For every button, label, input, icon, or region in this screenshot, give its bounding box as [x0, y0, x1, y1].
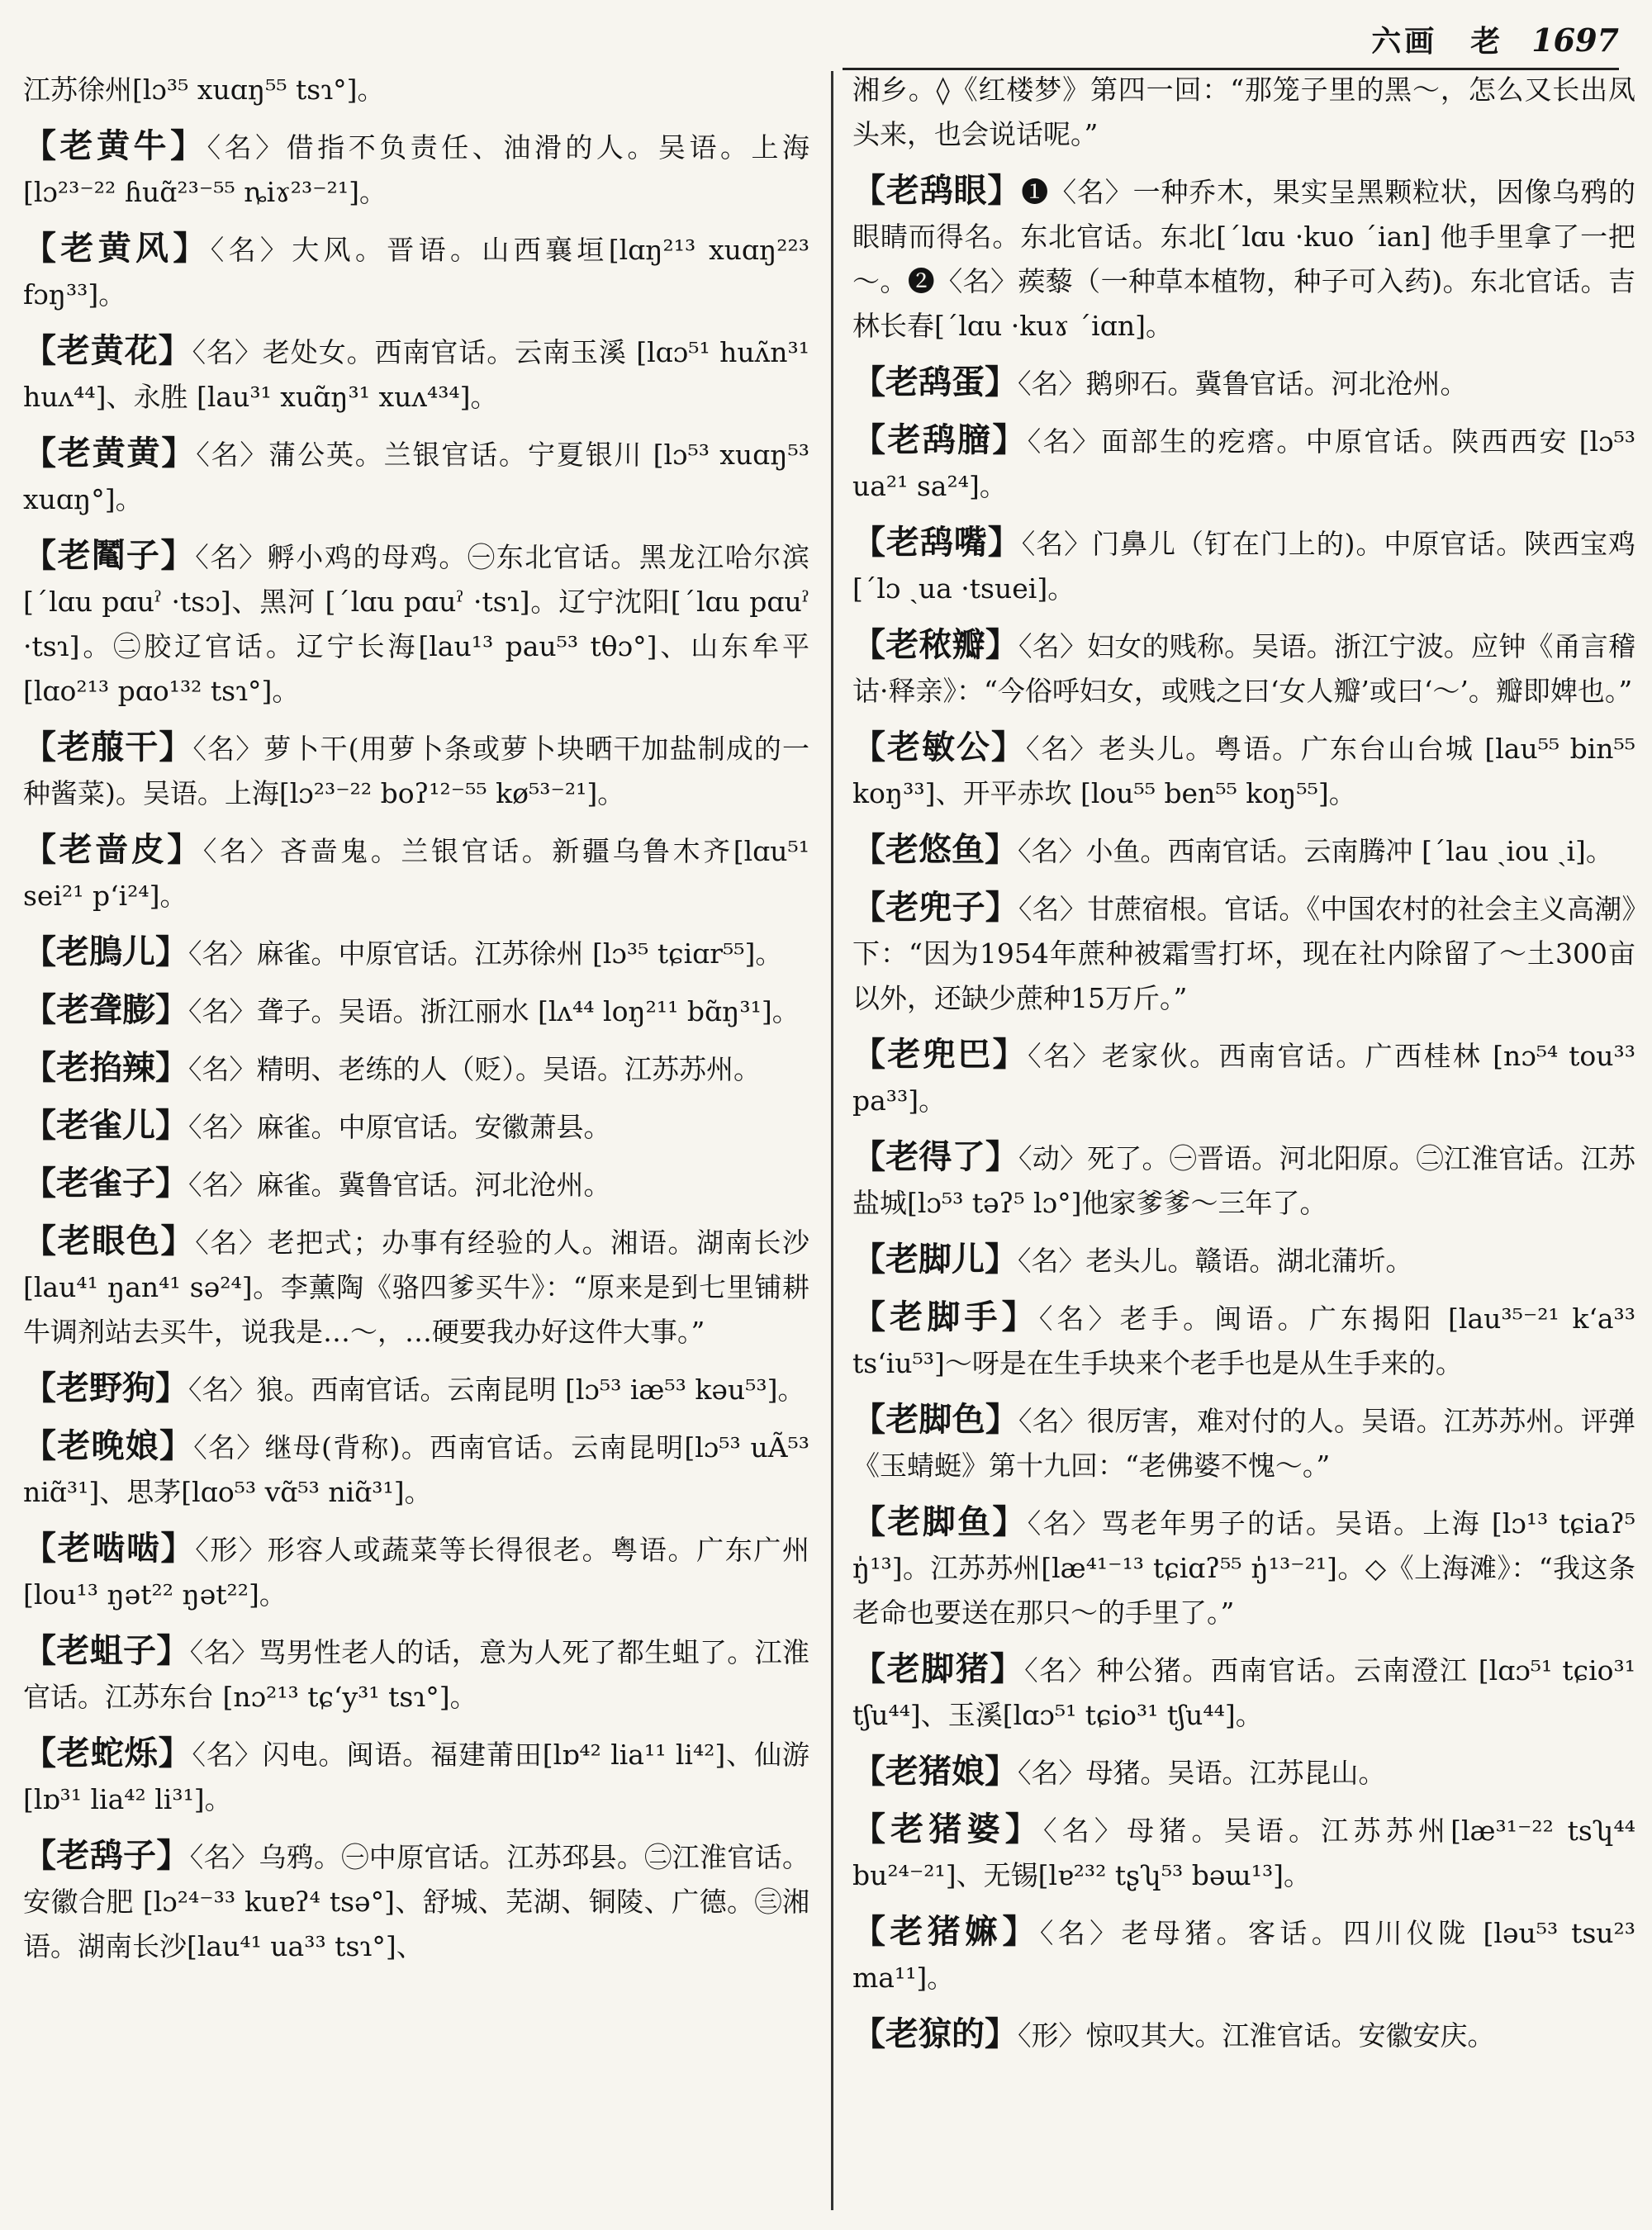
- entry-headword: 【老脚手】: [852, 1298, 1039, 1336]
- entry-definition: 〈名〉母猪。吴语。江苏苏州[læ³¹⁻²² tsʮ⁴⁴ bu²⁴⁻²¹]、无锡[lɐ²³² tʂʮ⁵³ bəɯ¹³]。: [852, 1815, 1635, 1891]
- dictionary-entry: [852, 1237, 1635, 1283]
- entry-definition: 〈名〉闪电。闽语。福建莆田[lɒ⁴² lia¹¹ li⁴²]、仙游[lɒ³¹ lia⁴² li³¹]。: [23, 1739, 809, 1815]
- entry-definition: 〈名〉母猪。吴语。江苏昆山。: [1018, 1757, 1386, 1789]
- entry-definition: 〈名〉骂老年男子的话。吴语。上海 [lɔ¹³ tɕiaʔ⁵ ŋ̍¹³]。江苏苏州[læ⁴¹⁻¹³ tɕiɑʔ⁵⁵ ŋ̍¹³⁻²¹]。◇《上海滩》：“我这条老命也要送在那只～的手里了。”: [852, 1507, 1635, 1629]
- entry-headword: 【老雀儿】: [23, 1107, 188, 1145]
- dictionary-entry: [23, 1366, 809, 1412]
- dictionary-entry: [23, 828, 809, 918]
- dictionary-entry: [23, 329, 809, 420]
- entry-headword: 【老鸹嘴】: [852, 524, 1022, 562]
- entry-definition: 〈名〉麻雀。中原官话。安徽萧县。: [188, 1111, 611, 1143]
- dictionary-entry: [23, 1731, 809, 1822]
- dictionary-entry: [23, 226, 809, 317]
- dictionary-entry: [852, 360, 1635, 406]
- entry-headword: 【老蛇烁】: [23, 1734, 192, 1772]
- entry-definition: 〈名〉大风。晋语。山西襄垣[lɑŋ²¹³ xuɑŋ²²³ fɔŋ³³]。: [23, 234, 809, 311]
- entry-definition: 〈名〉老手。闽语。广东揭阳 [lau³⁵⁻²¹ kʻa³³ tsʻiu⁵³]～呀是在生手块来个老手也是从生手来的。: [852, 1302, 1636, 1379]
- entry-definition: 〈名〉聋子。吴语。浙江丽水 [lʌ⁴⁴ loŋ²¹¹ bɑ̃ŋ³¹]。: [188, 995, 800, 1027]
- dictionary-entry: [852, 1647, 1635, 1738]
- entry-definition: 〈名〉孵小鸡的母鸡。㊀东北官话。黑龙江哈尔滨[ˊlɑu pɑuˀ ·tsɔ]、黑河 [ˊlɑu pɑuˀ ·tsɿ]。辽宁沈阳[ˊlɑu pɑuˀ ·tsɿ]。㊁胶辽官话。辽宁长海[lau¹³ pau⁵³ tθɔ°]、山东牟平[lɑo²¹³ pɑo¹³² tsɿ°]。: [23, 541, 810, 707]
- dictionary-entry: [852, 1032, 1635, 1123]
- entry-headword: 【老猪娘】: [852, 1753, 1018, 1791]
- entry-definition: 〈形〉形容人或蔬菜等长得很老。粤语。广东广州[lou¹³ ŋət²² ŋət²²]。: [23, 1534, 810, 1611]
- entry-headword: 【老啮啮】: [23, 1530, 196, 1568]
- dictionary-entry: [852, 1397, 1635, 1488]
- page-header: [843, 18, 1619, 70]
- entry-headword: 【老啬皮】: [23, 831, 203, 869]
- dictionary-entry: [23, 1424, 809, 1515]
- entry-definition: 〈名〉萝卜干(用萝卜条或萝卜块晒干加盐制成的一种酱菜)。吴语。上海[lɔ²³⁻²² boʔ¹²⁻⁵⁵ kø⁵³⁻²¹]。: [23, 733, 810, 809]
- entry-headword: 【老猪嫲】: [852, 1913, 1040, 1951]
- entry-definition: 〈名〉老家伙。西南官话。广西桂林 [nɔ⁵⁴ tou³³ pa³³]。: [852, 1040, 1636, 1117]
- entry-definition: 〈名〉吝啬鬼。兰银官话。新疆乌鲁木齐[lɑu⁵¹ sei²¹ pʻi²⁴]。: [23, 835, 810, 912]
- entry-definition: 〈名〉老把式；办事有经验的人。湘语。湖南长沙[lau⁴¹ ŋan⁴¹ sə²⁴]。李薰陶《骆四爹买牛》：“原来是到七里铺耕牛调剂站去买牛，说我是…～，…硬要我办好这件大事。”: [23, 1226, 810, 1348]
- entry-headword: 【老𩿊儿】: [23, 933, 188, 971]
- dictionary-entry: [852, 418, 1635, 509]
- dictionary-entry: [23, 1103, 809, 1150]
- continued-entry: [852, 68, 1635, 157]
- dictionary-entry: [852, 1295, 1635, 1386]
- entry-definition: 〈名〉小鱼。西南官话。云南腾冲 [ˊlau ˏiou ˏi]。: [1018, 835, 1613, 867]
- dictionary-entry: [852, 520, 1635, 611]
- entry-headword: 【老掐辣】: [23, 1049, 188, 1087]
- dictionary-entry: [852, 1135, 1635, 1226]
- dictionary-entry: [23, 431, 809, 522]
- entry-definition: 〈名〉骂男性老人的话，意为人死了都生蛆了。江淮官话。江苏东台 [nɔ²¹³ tɕʻy³¹ tsɿ°]。: [23, 1636, 810, 1713]
- entry-headword: 【老菔干】: [23, 728, 193, 766]
- dictionary-entry: [852, 828, 1635, 874]
- entry-definition: 〈名〉面部生的疙瘩。中原官话。陕西西安 [lɔ⁵³ ua²¹ sa²⁴]。: [852, 425, 1636, 502]
- entry-headword: 【老猄的】: [852, 2015, 1018, 2053]
- entry-definition: 〈名〉鹅卵石。冀鲁官话。河北沧州。: [1018, 368, 1468, 400]
- entry-headword: 【老兜子】: [852, 889, 1018, 927]
- dictionary-entry: [852, 1500, 1635, 1635]
- entry-definition: 〈名〉麻雀。中原官话。江苏徐州 [lɔ³⁵ tɕiɑr⁵⁵]。: [188, 937, 783, 970]
- entry-headword: 【老脚色】: [852, 1401, 1019, 1439]
- dictionary-entry: [23, 534, 809, 714]
- right-column: [852, 68, 1635, 2070]
- entry-definition: 〈名〉狼。西南官话。云南昆明 [lɔ⁵³ iæ⁵³ kəu⁵³]。: [188, 1374, 805, 1406]
- entry-definition: 〈名〉老母猪。客话。四川仪陇 [ləu⁵³ tsu²³ ma¹¹]。: [852, 1917, 1635, 1994]
- entry-headword: 【老得了】: [852, 1138, 1019, 1176]
- entry-definition: 〈名〉老头儿。赣语。湖北蒲圻。: [1018, 1245, 1413, 1277]
- dictionary-entry: [23, 725, 809, 816]
- entry-definition: 〈动〉死了。㊀晋语。河北阳原。㊁江淮官话。江苏盐城[lɔ⁵³ təʔ⁵ lɔ°]他家爹爹～三年了。: [852, 1142, 1636, 1219]
- entry-headword: 【老兜巴】: [852, 1036, 1028, 1074]
- entry-headword: 【老䰗子】: [23, 537, 196, 575]
- entry-headword: 【老聋膨】: [23, 991, 188, 1029]
- entry-headword: 【老雀子】: [23, 1165, 188, 1203]
- entry-definition: 〈名〉乌鸦。㊀中原官话。江苏邳县。㊁江淮官话。安徽合肥 [lɔ²⁴⁻³³ kuɐʔ⁴ tsə°]、舒城、芜湖、铜陵、广德。㊂湘语。湖南长沙[lau⁴¹ ua³³ tsɿ°]、: [23, 1841, 810, 1962]
- entry-headword: 【老秾瓣】: [852, 626, 1019, 664]
- entry-headword: 【老脚儿】: [852, 1241, 1018, 1279]
- entry-headword: 【老野狗】: [23, 1369, 188, 1407]
- entry-headword: 【老黄牛】: [23, 127, 207, 165]
- entry-headword: 【老敏公】: [852, 728, 1026, 766]
- dictionary-entry: [23, 1161, 809, 1208]
- entry-definition: 〈名〉借指不负责任、油滑的人。吴语。上海 [lɔ²³⁻²² ɦuɑ̃²³⁻⁵⁵ ȵiɤ²³⁻²¹]。: [23, 131, 810, 208]
- dictionary-entry: [23, 1526, 809, 1617]
- entry-definition: 湘乡。◊《红楼梦》第四一回：“那笼子里的黑～，怎么又长出凤头来，也会说话呢。”: [852, 74, 1635, 150]
- entry-headword: 【老鸹膪】: [852, 421, 1028, 459]
- entry-definition: 〈名〉很厉害，难对付的人。吴语。江苏苏州。评弹《玉蜻蜓》第十九回：“老佛婆不愧～。”: [852, 1405, 1636, 1482]
- entry-headword: 【老眼色】: [23, 1222, 196, 1260]
- entry-headword: 【老脚鱼】: [852, 1503, 1028, 1541]
- column-divider: [831, 71, 833, 2210]
- entry-definition: 〈名〉甘蔗宿根。官话。《中国农村的社会主义高潮》下：“因为1954年蔗种被霜雪打坏，现在社内除留了～土300亩以外，还缺少蔗种15万斤。”: [852, 893, 1636, 1014]
- entry-headword: 【老鸹蛋】: [852, 363, 1018, 401]
- dictionary-entry: [852, 1910, 1635, 2000]
- dictionary-entry: [23, 1046, 809, 1092]
- entry-definition: 〈名〉继母(背称)。西南官话。云南昆明[lɔ⁵³ uÃ⁵³ niɑ̃³¹]、思茅[lɑo⁵³ vɑ̃⁵³ niɑ̃³¹]。: [23, 1431, 810, 1508]
- entry-definition: 〈名〉种公猪。西南官话。云南澄江 [lɑɔ⁵¹ tɕio³¹ tʃu⁴⁴]、玉溪[lɑɔ⁵¹ tɕio³¹ tʃu⁴⁴]。: [852, 1654, 1635, 1731]
- entry-definition: 〈名〉妇女的贱称。吴语。浙江宁波。应钟《甬言稽诂·释亲》：“今俗呼妇女，或贱之曰‘女人瓣’或曰‘～’。瓣即婢也。”: [852, 630, 1636, 707]
- entry-headword: 【老黄黄】: [23, 434, 197, 472]
- dictionary-entry: [852, 725, 1635, 816]
- entry-headword: 【老悠鱼】: [852, 831, 1018, 869]
- section-heading: 六画 老: [1371, 24, 1504, 59]
- entry-definition: 〈名〉门鼻儿（钉在门上的)。中原官话。陕西宝鸡[ˊlɔ ˏua ·tsuei]。: [852, 528, 1636, 605]
- dictionary-entry: [852, 623, 1635, 714]
- entry-headword: 【老黄花】: [23, 332, 192, 370]
- entry-headword: 【老晚娘】: [23, 1427, 194, 1465]
- entry-headword: 【老脚猪】: [852, 1650, 1025, 1688]
- entry-headword: 【老猪婆】: [852, 1810, 1043, 1848]
- entry-definition: 〈形〉惊叹其大。江淮官话。安徽安庆。: [1018, 2019, 1495, 2052]
- entry-definition: 〈名〉麻雀。冀鲁官话。河北沧州。: [188, 1169, 611, 1201]
- dictionary-entry: [852, 885, 1635, 1021]
- dictionary-entry: [23, 1834, 809, 1969]
- entry-definition: 〈名〉精明、老练的人（贬）。吴语。江苏苏州。: [188, 1053, 761, 1085]
- entry-headword: 【老蛆子】: [23, 1632, 190, 1670]
- dictionary-entry: [23, 930, 809, 976]
- left-column: [23, 68, 809, 1981]
- dictionary-entry: [23, 1219, 809, 1355]
- dictionary-entry: [23, 124, 809, 215]
- page-number: 1697: [1531, 21, 1619, 59]
- dictionary-entry: [852, 1807, 1635, 1898]
- dictionary-entry: [852, 2012, 1635, 2058]
- entry-headword: 【老鸹子】: [23, 1837, 190, 1875]
- entry-definition: ❶〈名〉一种乔木，果实呈黑颗粒状，因像乌鸦的眼睛而得名。东北官话。东北[ˊlɑu ·kuo ˊian] 他手里拿了一把～。❷〈名〉蒺藜（一种草本植物，种子可入药)。东北官话。吉林长春[ˊlɑu ·kuɤ ˊiɑn]。: [852, 176, 1636, 342]
- dictionary-entry: [852, 1749, 1635, 1796]
- dictionary-entry: [23, 988, 809, 1034]
- dictionary-entry: [852, 168, 1635, 349]
- entry-headword: 【老鸹眼】: [852, 172, 1022, 210]
- entry-definition: 〈名〉老头儿。粤语。广东台山台城 [lau⁵⁵ bin⁵⁵ koŋ³³]、开平赤坎 [lou⁵⁵ ben⁵⁵ koŋ⁵⁵]。: [852, 733, 1636, 809]
- continued-entry: [23, 68, 809, 112]
- dictionary-entry: [23, 1629, 809, 1720]
- entry-definition: 〈名〉蒲公英。兰银官话。宁夏银川 [lɔ⁵³ xuɑŋ⁵³ xuɑŋ°]。: [23, 439, 809, 515]
- entry-headword: 【老黄风】: [23, 230, 211, 268]
- entry-definition: 〈名〉老处女。西南官话。云南玉溪 [lɑɔ⁵¹ huʌ̃n³¹ huʌ⁴⁴]、永胜 [lau³¹ xuɑ̃ŋ³¹ xuʌ⁴³⁴]。: [23, 336, 810, 413]
- entry-definition: 江苏徐州[lɔ³⁵ xuɑŋ⁵⁵ tsɿ°]。: [23, 74, 385, 106]
